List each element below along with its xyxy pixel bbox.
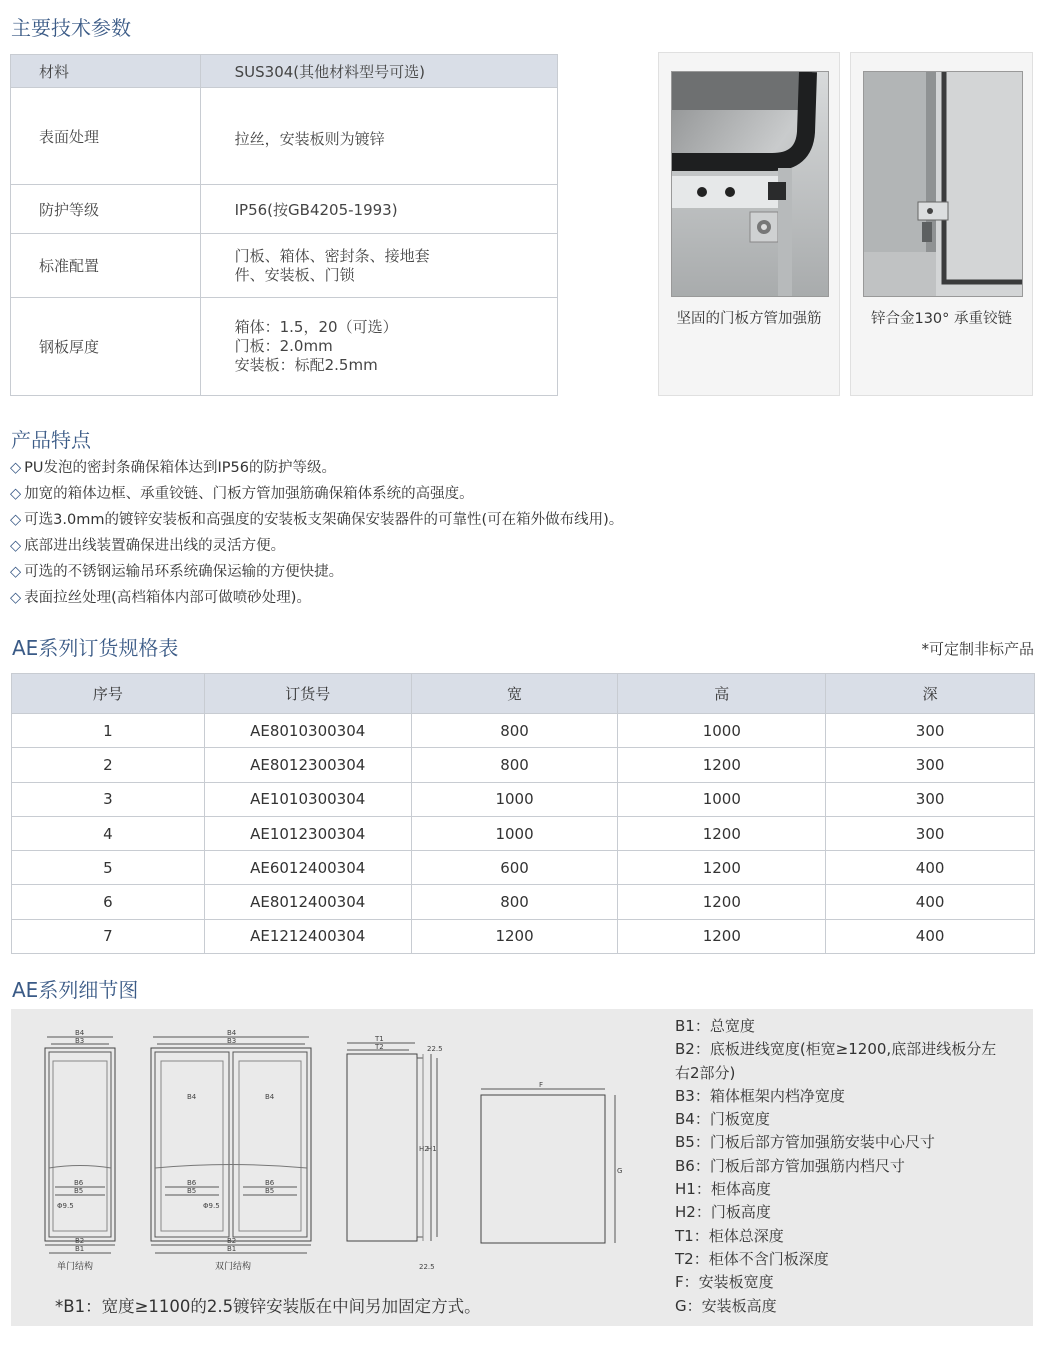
spec-value-line: 安装板：标配2.5mm	[234, 356, 378, 374]
dim-label: B6	[74, 1179, 84, 1187]
spec-row	[11, 88, 558, 185]
cell: 800	[411, 885, 618, 919]
cell: 1200	[411, 919, 618, 953]
legend-item: F：安装板宽度	[675, 1273, 774, 1292]
dim-label: B5	[74, 1187, 84, 1195]
dim-label: Φ9.5	[57, 1202, 74, 1210]
feature-item	[10, 511, 623, 537]
photo-card-hinge	[850, 52, 1033, 396]
diamond-bullet-icon: ◇	[10, 460, 22, 476]
cell: 1200	[618, 816, 826, 850]
spec-label: 标准配置	[11, 234, 201, 298]
spec-label: 钢板厚度	[11, 298, 201, 396]
feature-text: 表面拉丝处理(高档箱体内部可做喷砂处理)。	[24, 590, 311, 606]
technical-drawings	[31, 1023, 651, 1283]
dim-label: B4	[227, 1029, 237, 1037]
side-view-drawing	[347, 1035, 443, 1271]
legend-item: B6：门板后部方管加强筋内档尺寸	[675, 1156, 905, 1175]
cell: 300	[826, 782, 1035, 816]
dim-label: B1	[227, 1245, 237, 1253]
dim-label: B2	[75, 1237, 85, 1245]
section-title-features: 产品特点	[11, 428, 91, 452]
hinge-photo	[863, 71, 1023, 297]
cell: AE8012300304	[204, 748, 411, 782]
dim-label: B3	[227, 1037, 237, 1045]
feature-item	[10, 563, 623, 589]
cell: 1000	[618, 782, 826, 816]
dim-label: B6	[265, 1179, 275, 1187]
drawing-caption: 双门结构	[215, 1262, 252, 1272]
order-table	[11, 673, 1035, 954]
cell: 1200	[618, 885, 826, 919]
table-row	[12, 851, 1035, 885]
legend-item: B5：门板后部方管加强筋安装中心尺寸	[675, 1133, 935, 1152]
detail-panel	[11, 1009, 1033, 1326]
feature-text: 可选3.0mm的镀锌安装板和高强度的安装板支架确保安装器件的可靠性(可在箱外做布线用)。	[24, 512, 624, 528]
legend-item: B1：总宽度	[675, 1017, 755, 1035]
dim-label: H1	[427, 1145, 437, 1153]
cell: 300	[826, 714, 1035, 748]
spec-value-line: 门板：2.0mm	[234, 337, 333, 355]
diamond-bullet-icon: ◇	[10, 538, 22, 554]
section-title-detail: AE系列细节图	[12, 978, 139, 1002]
cell: 400	[826, 851, 1035, 885]
dim-label: B4	[265, 1093, 275, 1101]
spec-row	[11, 185, 558, 234]
feature-text: 加宽的箱体边框、承重铰链、门板方管加强筋确保箱体系统的高强度。	[24, 486, 474, 502]
legend-item: 右2部分)	[675, 1063, 736, 1082]
feature-item	[10, 485, 623, 511]
order-header-row	[12, 674, 1035, 714]
section-title-params: 主要技术参数	[11, 16, 131, 40]
photo-caption: 锌合金130° 承重铰链	[870, 311, 1013, 327]
legend-item: H1：柜体高度	[675, 1180, 771, 1199]
cell: 3	[12, 782, 205, 816]
cell: 2	[12, 748, 205, 782]
spec-value: 拉丝，安装板则为镀锌	[200, 88, 557, 185]
cell: 1200	[618, 851, 826, 885]
cell: 400	[826, 919, 1035, 953]
mounting-plate-drawing	[481, 1081, 622, 1243]
legend-item: B2：底板进线宽度(柜宽≥1200,底部进线板分左	[675, 1040, 997, 1059]
cell: 1	[12, 714, 205, 748]
dim-label: T2	[375, 1043, 384, 1051]
dim-label: B4	[187, 1093, 197, 1101]
spec-value	[200, 234, 557, 298]
diamond-bullet-icon: ◇	[10, 590, 22, 606]
photo-card-door-reinforcement	[658, 52, 840, 396]
dim-label: B5	[187, 1187, 197, 1195]
cell: AE8012400304	[204, 885, 411, 919]
footnote: *B1：宽度≥1100的2.5镀锌安装版在中间另加固定方式。	[55, 1297, 481, 1316]
section-title-order: AE系列订货规格表	[12, 636, 179, 660]
door-reinforcement-photo	[671, 71, 829, 297]
spec-value-line: 箱体：1.5，20（可选）	[234, 318, 398, 336]
hinge-illustration	[864, 72, 1023, 297]
spec-value-line: 门板、箱体、密封条、接地套	[234, 246, 430, 265]
table-row	[12, 748, 1035, 782]
drawing-caption: 单门结构	[57, 1262, 94, 1272]
col-header-depth: 深	[826, 674, 1035, 714]
dim-label: B2	[227, 1237, 237, 1245]
feature-text: PU发泡的密封条确保箱体达到IP56的防护等级。	[24, 460, 336, 476]
table-row	[12, 885, 1035, 919]
cell: 800	[411, 748, 618, 782]
col-header-order-no: 订货号	[204, 674, 411, 714]
spec-label: 材料	[11, 55, 201, 88]
dim-label: B3	[75, 1037, 85, 1045]
col-header-height: 高	[618, 674, 826, 714]
spec-table	[10, 54, 558, 396]
feature-item	[10, 459, 623, 485]
spec-row	[11, 298, 558, 396]
cell: AE1010300304	[204, 782, 411, 816]
table-row	[12, 919, 1035, 953]
cell: 300	[826, 748, 1035, 782]
spec-value	[200, 298, 557, 396]
diamond-bullet-icon: ◇	[10, 486, 22, 502]
cell: AE8010300304	[204, 714, 411, 748]
dim-label: B5	[265, 1187, 275, 1195]
single-door-drawing	[45, 1029, 115, 1272]
cell: AE1212400304	[204, 919, 411, 953]
dimension-legend	[675, 1015, 1031, 1318]
cell: 1200	[618, 748, 826, 782]
table-row	[12, 782, 1035, 816]
legend-item: B3：箱体框架内档净宽度	[675, 1086, 845, 1105]
feature-text: 底部进出线装置确保进出线的灵活方便。	[24, 538, 286, 554]
cell: 400	[826, 885, 1035, 919]
cell: 300	[826, 816, 1035, 850]
cell: 1000	[618, 714, 826, 748]
dim-label: F	[539, 1081, 544, 1089]
dim-label: H2	[419, 1145, 429, 1153]
dim-label: 22.5	[427, 1045, 443, 1053]
spec-value: SUS304(其他材料型号可选)	[200, 55, 557, 88]
cell: 1000	[411, 782, 618, 816]
cell: 1000	[411, 816, 618, 850]
table-row	[12, 816, 1035, 850]
door-reinforcement-illustration	[672, 72, 829, 297]
dim-label: B6	[187, 1179, 197, 1187]
cell: 7	[12, 919, 205, 953]
cell: 600	[411, 851, 618, 885]
feature-item	[10, 537, 623, 563]
dim-label: B4	[75, 1029, 85, 1037]
diamond-bullet-icon: ◇	[10, 512, 22, 528]
spec-row	[11, 234, 558, 298]
cell: 5	[12, 851, 205, 885]
spec-value: IP56(按GB4205-1993)	[200, 185, 557, 234]
dim-label: B1	[75, 1245, 85, 1253]
feature-text: 可选的不锈钢运输吊环系统确保运输的方便快捷。	[24, 564, 344, 580]
dim-label: T1	[375, 1035, 384, 1043]
legend-item: H2：门板高度	[675, 1203, 771, 1222]
spec-row	[11, 55, 558, 88]
spec-label: 表面处理	[11, 88, 201, 185]
feature-list	[10, 459, 623, 615]
cell: 800	[411, 714, 618, 748]
legend-item: G：安装板高度	[675, 1296, 777, 1315]
cell: AE6012400304	[204, 851, 411, 885]
col-header-index: 序号	[12, 674, 205, 714]
cell: AE1012300304	[204, 816, 411, 850]
legend-item: B4：门板宽度	[675, 1110, 770, 1129]
diamond-bullet-icon: ◇	[10, 564, 22, 580]
spec-label: 防护等级	[11, 185, 201, 234]
feature-item	[10, 589, 623, 615]
cell: 6	[12, 885, 205, 919]
custom-note: *可定制非标产品	[921, 640, 1034, 658]
cell: 4	[12, 816, 205, 850]
table-row	[12, 714, 1035, 748]
dim-label: 22.5	[419, 1263, 435, 1271]
photo-caption: 坚固的门板方管加强筋	[676, 311, 822, 327]
dim-label: G	[617, 1167, 623, 1175]
legend-item: T2：柜体不含门板深度	[675, 1249, 829, 1268]
dim-label: Φ9.5	[203, 1202, 220, 1210]
cell: 1200	[618, 919, 826, 953]
double-door-drawing	[151, 1029, 311, 1272]
legend-item: T1：柜体总深度	[675, 1226, 784, 1245]
spec-value-line: 件、安装板、门锁	[234, 265, 355, 284]
col-header-width: 宽	[411, 674, 618, 714]
